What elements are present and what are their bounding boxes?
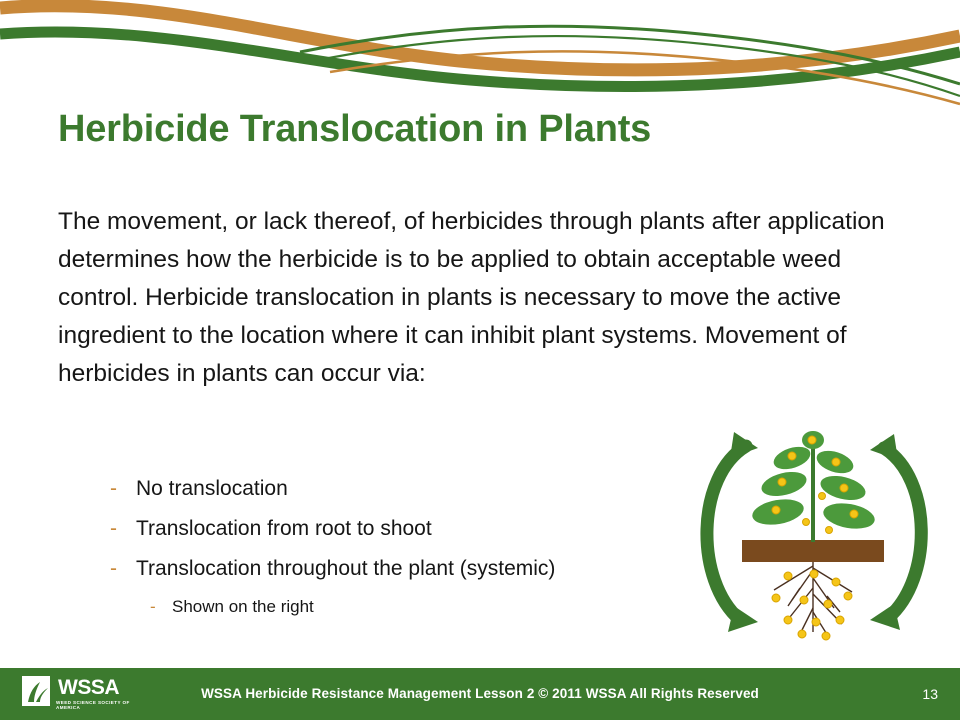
page-title: Herbicide Translocation in Plants	[58, 108, 652, 150]
wssa-logo-text: WSSA	[58, 676, 119, 699]
header-swoosh-decoration	[0, 0, 960, 110]
page-number: 13	[922, 686, 938, 702]
footer-credit: WSSA Herbicide Resistance Management Lesson 2 © 2011 WSSA All Rights Reserved	[201, 686, 759, 701]
body-paragraph: The movement, or lack thereof, of herbicides through plants after application determines how the herbicide is to be applied to obtain acceptable weed control. Herbicide translocation in plants is necessary to move the active ingredient to the location where it can inhibit plant systems. Movement of herbicides in plants can occur via:	[58, 208, 885, 387]
left-arrow-icon	[707, 432, 758, 632]
plant-translocation-diagram	[688, 418, 938, 650]
bullet-dash: -	[110, 517, 117, 540]
list-item	[104, 518, 724, 539]
list-item-sub	[146, 598, 724, 615]
list-item	[104, 558, 724, 579]
soil-band	[742, 540, 884, 562]
bullet-dash: -	[110, 557, 117, 580]
list-item-label: Translocation throughout the plant (systemic)	[136, 557, 556, 580]
bullet-dash: -	[110, 477, 117, 500]
bullet-dash: -	[150, 597, 156, 616]
list-item-label: Translocation from root to shoot	[136, 517, 432, 540]
bullet-list	[104, 478, 724, 615]
right-arrow-icon	[870, 434, 921, 630]
wssa-logo-subtext: WEED SCIENCE SOCIETY OF AMERICA	[56, 700, 130, 710]
list-item-label: Shown on the right	[172, 597, 314, 616]
wssa-logo	[22, 670, 134, 716]
list-item-label: No translocation	[136, 477, 288, 500]
list-item	[104, 478, 724, 499]
